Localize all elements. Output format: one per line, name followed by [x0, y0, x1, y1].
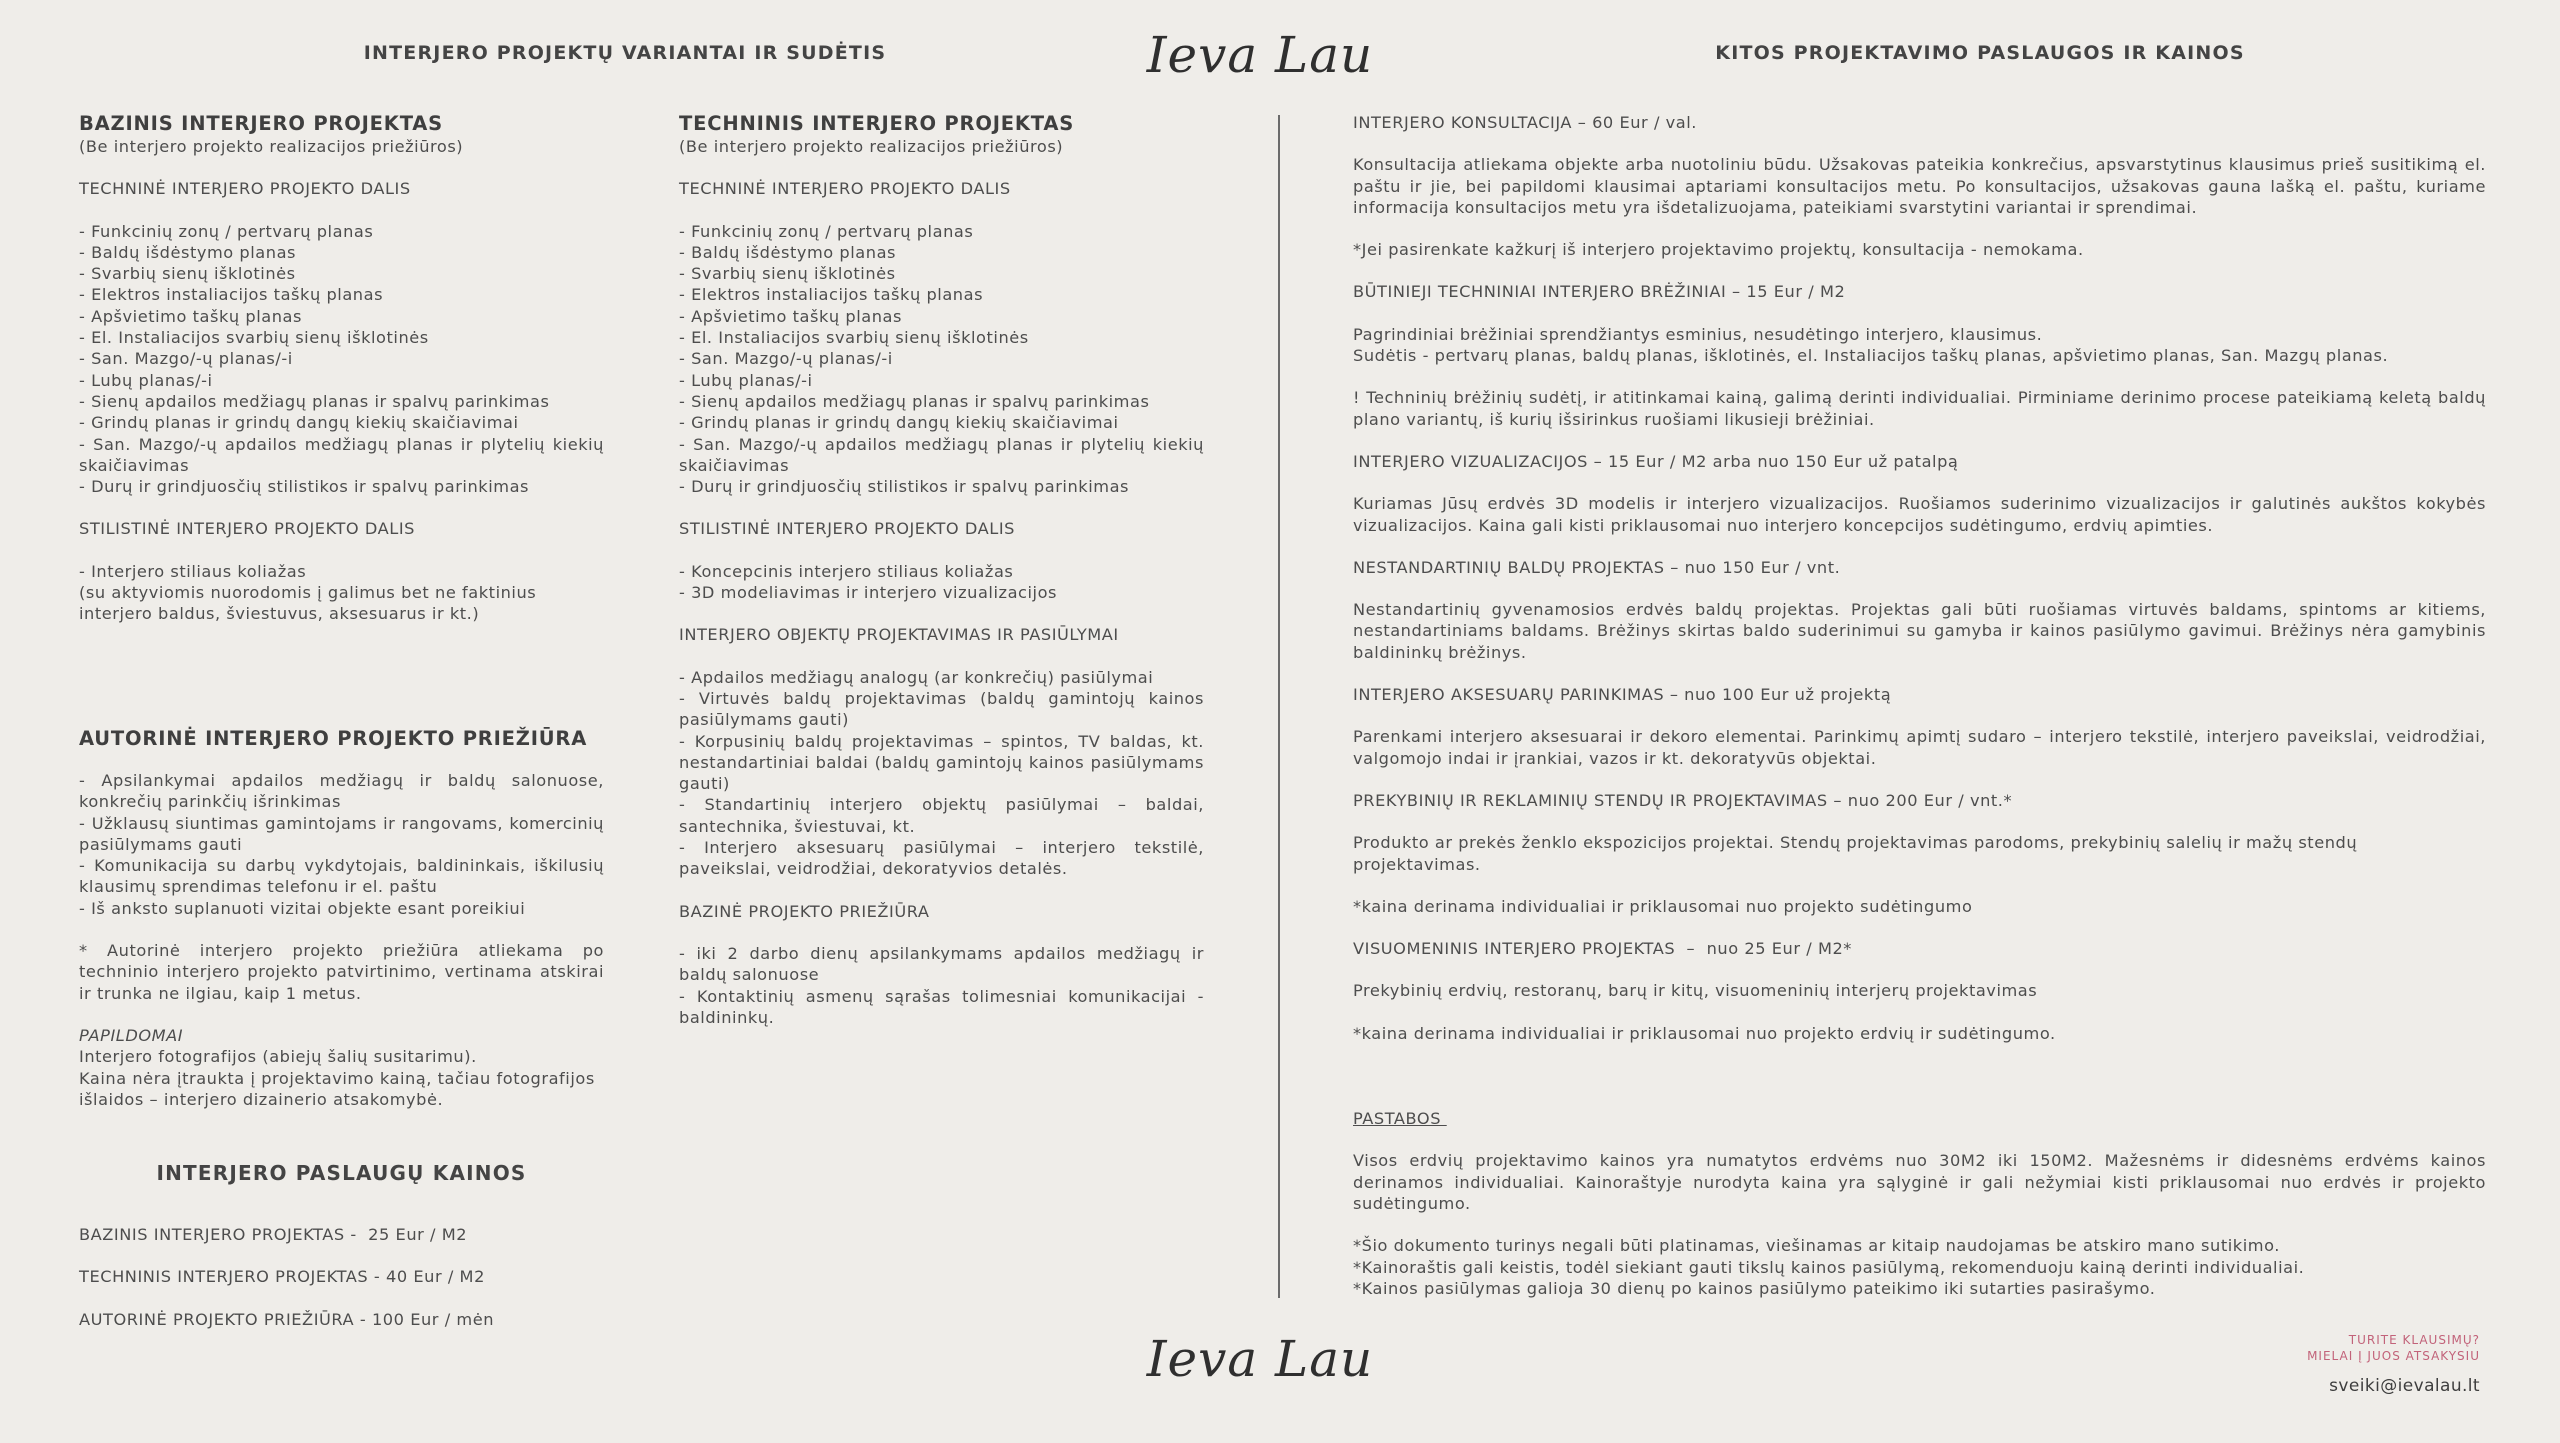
vertical-divider — [1278, 115, 1280, 1298]
prices-title: INTERJERO PASLAUGŲ KAINOS — [156, 1161, 527, 1185]
basic-project-subtitle: (Be interjero projekto realizacijos priežiūros) — [79, 137, 464, 156]
drawings-title: BŪTINIEJI TECHNINIAI INTERJERO BRĖŽINIAI – 15 Eur / M2 — [1353, 282, 1846, 302]
base-supervision-title: BAZINĖ PROJEKTO PRIEŽIŪRA — [679, 901, 930, 921]
notes-text: Visos erdvių projektavimo kainos yra numatytos erdvėms nuo 30M2 iki 150M2. Mažesnėms ir didesnėms erdvėms kainos derinamos individualiai. Kainoraštyje nurodyta kaina yra sąlyginė ir gali nežymiai kisti priklausomai nuo erdvės ir projekto sudėtingumo. — [1353, 1151, 2486, 1213]
drawings-line: Pagrindiniai brėžiniai sprendžiantys esminius, nesudėtingo interjero, klausimus. — [1353, 324, 2043, 344]
list-item: - Iš anksto suplanuoti vizitai objekte esant poreikiui — [79, 898, 526, 918]
technical-style-title: STILISTINĖ INTERJERO PROJEKTO DALIS — [679, 519, 1015, 539]
notes-line: *Šio dokumento turinys negali būti platinamas, viešinamas ar kitaip naudojamas be atskiro mano sutikimo. — [1353, 1236, 2280, 1256]
technical-style-list — [679, 561, 1204, 604]
list-item: - El. Instaliacijos svarbių sienų išklotinės — [679, 328, 1029, 348]
list-item: - Koncepcinis interjero stiliaus koliažas — [679, 561, 1014, 581]
list-item: - Apsilankymai apdailos medžiagų ir baldų salonuose, konkrečių parinkčių išrinkimas — [79, 771, 604, 812]
list-item: - Sienų apdailos medžiagų planas ir spalvų parinkimas — [79, 391, 550, 411]
list-item: - Durų ir grindjuosčių stilistikos ir spalvų parinkimas — [79, 477, 530, 497]
list-item: - Funkcinių zonų / pertvarų planas — [679, 221, 974, 241]
price-item: AUTORINĖ PROJEKTO PRIEŽIŪRA - 100 Eur / mėn — [79, 1309, 495, 1329]
objects-title: INTERJERO OBJEKTŲ PROJEKTAVIMAS IR PASIŪLYMAI — [679, 625, 1119, 645]
list-item: - El. Instaliacijos svarbių sienų išklotinės — [79, 328, 429, 348]
list-item: - Komunikacija su darbų vykdytojais, baldininkais, iškilusių klausimų sprendimas telefonu ir el. paštu — [79, 856, 604, 897]
basic-tech-title: TECHNINĖ INTERJERO PROJEKTO DALIS — [79, 179, 411, 199]
basic-project-section — [79, 112, 604, 625]
list-item: - Svarbių sienų išklotinės — [679, 264, 896, 284]
notes-line: *Kainos pasiūlymas galioja 30 dienų po kainos pasiūlymo pateikimo iki sutarties pasirašymo. — [1353, 1278, 2156, 1298]
list-item: - Virtuvės baldų projektavimas (baldų gamintojų kainos pasiūlymams gauti) — [679, 688, 1204, 730]
other-services-section — [1353, 112, 2486, 1299]
list-item: - Apšvietimo taškų planas — [679, 306, 903, 326]
list-item: - 3D modeliavimas ir interjero vizualizacijos — [679, 583, 1058, 603]
list-item: - Svarbių sienų išklotinės — [79, 264, 296, 284]
list-item: - iki 2 darbo dienų apsilankymams apdailos medžiagų ir baldų salonuose — [679, 943, 1204, 985]
right-section-title: KITOS PROJEKTAVIMO PASLAUGOS IR KAINOS — [1715, 42, 2245, 64]
author-supervision-title: AUTORINĖ INTERJERO PROJEKTO PRIEŽIŪRA — [79, 727, 588, 750]
list-item: - San. Mazgo/-ų apdailos medžiagų planas ir plytelių kiekių skaičiavimas — [79, 434, 604, 475]
list-item: - Funkcinių zonų / pertvarų planas — [79, 221, 374, 241]
visualization-text: Kuriamas Jūsų erdvės 3D modelis ir interjero vizualizacijos. Ruošiamos suderinimo vizualizacijos ir galutinės aukštos kokybės vizualizacijos. Kaina gali kisti priklausomai nuo interjero koncepcijos sudėtingumo, erdvių apimties. — [1353, 494, 2486, 535]
consult-text: Konsultacija atliekama objekte arba nuotoliniu būdu. Užsakovas pateikia konkrečius, apsvarstytinus klausimus prieš susitikimą el. paštu ir jie, bei papildomi klausimai aptariami konsultacijos metu. Po konsultacijos, užsakovas gauna lašką el. paštu, kuriame informacija konsultacijos metu yra išdetalizuojama, pateikiami svarstytini variantai ir sprendimai. — [1353, 155, 2486, 217]
technical-project-subtitle: (Be interjero projekto realizacijos priežiūros) — [679, 137, 1064, 156]
furniture-title: NESTANDARTINIŲ BALDŲ PROJEKTAS – nuo 150 Eur / vnt. — [1353, 557, 1841, 577]
contact-question: TURITE KLAUSIMŲ? — [2348, 1333, 2480, 1347]
furniture-text: Nestandartinių gyvenamosios erdvės baldų projektas. Projektas gali būti ruošiamas virtuvės baldams, spintoms ar kitiems, nestandartiniams baldams. Brėžinys skirtas baldo suderinimui su gamyba ir kainos pasiūlymo gavimui. Brėžinys nėra gamybinis baldininkų brėžinys. — [1353, 600, 2486, 662]
list-item: - Grindų planas ir grindų dangų kiekių skaičiavimai — [679, 413, 1119, 433]
list-item: - San. Mazgo/-ų apdailos medžiagų planas ir plytelių kiekių skaičiavimas — [679, 434, 1204, 475]
list-item: - Apšvietimo taškų planas — [79, 306, 303, 326]
list-item: - Grindų planas ir grindų dangų kiekių skaičiavimai — [79, 413, 519, 433]
list-item: - Interjero aksesuarų pasiūlymai – interjero tekstilė, paveikslai, veidrodžiai, dekoratyvios detalės. — [679, 838, 1204, 879]
public-text: Prekybinių erdvių, restoranų, barų ir kitų, visuomeninių interjerų projektavimas — [1353, 981, 2038, 1001]
contact-block — [2180, 1332, 2480, 1396]
notes-title: PASTABOS — [1353, 1109, 1447, 1129]
author-supervision-list — [79, 770, 604, 919]
prices-list — [79, 1224, 604, 1330]
technical-project-title: TECHNINIS INTERJERO PROJEKTAS — [679, 112, 1075, 135]
author-supervision-section — [79, 727, 604, 1110]
drawings-note: ! Techninių brėžinių sudėtį, ir atitinkamai kainą, galimą derinti individualiai. Pirminiame derinimo procese pateikiamą keletą baldų plano variantų, iš kurių išsirinkus ruošiami likusieji brėžiniai. — [1353, 388, 2486, 429]
list-item: - Lubų planas/-i — [679, 370, 813, 390]
technical-project-section — [679, 112, 1204, 1028]
list-item: - Apdailos medžiagų analogų (ar konkrečių) pasiūlymai — [679, 667, 1154, 687]
public-note: *kaina derinama individualiai ir priklausomai nuo projekto erdvių ir sudėtingumo. — [1353, 1023, 2056, 1043]
list-item: - Standartinių interjero objektų pasiūlymai – baldai, santechnika, šviestuvai, kt. — [679, 795, 1204, 836]
author-supervision-note: * Autorinė interjero projekto priežiūra atliekama po techninio interjero projekto patvirtinimo, vertinama atskirai ir trunka ne ilgiau, kaip 1 metus. — [79, 941, 604, 1003]
email-link[interactable]: sveiki@ievalau.lt — [2329, 1376, 2480, 1396]
price-item: TECHNINIS INTERJERO PROJEKTAS - 40 Eur / M2 — [79, 1267, 485, 1287]
accessories-text: Parenkami interjero aksesuarai ir dekoro elementai. Parinkimų apimtį sudaro – interjero tekstilė, interjero paveikslai, veidrodžiai, valgomojo indai ir įrankiai, vazos ir kt. dekoratyvūs objektai. — [1353, 727, 2486, 768]
list-item: - Užklausų siuntimas gamintojams ir rangovams, komercinių pasiūlymams gauti — [79, 813, 604, 854]
basic-tech-list — [79, 221, 604, 498]
basic-style-list — [79, 561, 604, 625]
list-item: - Lubų planas/-i — [79, 370, 213, 390]
consult-note: *Jei pasirenkate kažkurį iš interjero projektavimo projektų, konsultacija - nemokama. — [1353, 240, 2084, 260]
technical-tech-title: TECHNINĖ INTERJERO PROJEKTO DALIS — [679, 179, 1011, 199]
list-item: - San. Mazgo/-ų planas/-i — [679, 349, 893, 369]
list-item: (su aktyviomis nuorodomis į galimus bet ne faktinius interjero baldus, šviestuvus, aksesuarus ir kt.) — [79, 583, 537, 624]
contact-answer: MIELAI Į JUOS ATSAKYSIU — [2307, 1349, 2480, 1363]
drawings-line: Sudėtis - pertvarų planas, baldų planas, išklotinės, el. Instaliacijos taškų planas, apšvietimo planas, San. Mazgų planas. — [1353, 346, 2389, 366]
list-item: - Elektros instaliacijos taškų planas — [679, 285, 984, 305]
extra-line: Interjero fotografijos (abiejų šalių susitarimu). — [79, 1047, 477, 1067]
extra-title: PAPILDOMAI — [79, 1025, 184, 1045]
logo-top: Ieva Lau — [1146, 26, 1374, 84]
visualization-title: INTERJERO VIZUALIZACIJOS – 15 Eur / M2 arba nuo 150 Eur už patalpą — [1353, 451, 1959, 471]
notes-line: *Kainoraštis gali keistis, todėl siekiant gauti tikslų kainos pasiūlymą, rekomenduoju kainą derinti individualiai. — [1353, 1257, 2305, 1277]
list-item: - Baldų išdėstymo planas — [79, 242, 297, 262]
stands-text: Produkto ar prekės ženklo ekspozicijos projektai. Stendų projektavimas parodoms, prekybinių salelių ir mažų stendų projektavimas. — [1353, 833, 2358, 874]
basic-style-title: STILISTINĖ INTERJERO PROJEKTO DALIS — [79, 519, 415, 539]
list-item: - San. Mazgo/-ų planas/-i — [79, 349, 293, 369]
consult-title: INTERJERO KONSULTACIJA – 60 Eur / val. — [1353, 113, 1697, 132]
objects-list — [679, 667, 1204, 880]
list-item: - Durų ir grindjuosčių stilistikos ir spalvų parinkimas — [679, 477, 1130, 497]
left-section-title: INTERJERO PROJEKTŲ VARIANTAI IR SUDĖTIS — [363, 42, 887, 64]
list-item: - Sienų apdailos medžiagų planas ir spalvų parinkimas — [679, 391, 1150, 411]
list-item: - Elektros instaliacijos taškų planas — [79, 285, 384, 305]
stands-note: *kaina derinama individualiai ir priklausomai nuo projekto sudėtingumo — [1353, 896, 1973, 916]
public-title: VISUOMENINIS INTERJERO PROJEKTAS – nuo 25 Eur / M2* — [1353, 939, 1852, 959]
logo-bottom: Ieva Lau — [1146, 1330, 1374, 1388]
technical-tech-list — [679, 221, 1204, 498]
list-item: - Kontaktinių asmenų sąrašas tolimesniai komunikacijai - baldininkų. — [679, 986, 1204, 1027]
stands-title: PREKYBINIŲ IR REKLAMINIŲ STENDŲ IR PROJEKTAVIMAS – nuo 200 Eur / vnt.* — [1353, 790, 2013, 810]
list-item: - Interjero stiliaus koliažas — [79, 561, 307, 581]
basic-project-title: BAZINIS INTERJERO PROJEKTAS — [79, 112, 444, 135]
list-item: - Baldų išdėstymo planas — [679, 242, 897, 262]
base-supervision-list — [679, 943, 1204, 1028]
accessories-title: INTERJERO AKSESUARŲ PARINKIMAS – nuo 100 Eur už projektą — [1353, 685, 1892, 705]
list-item: - Korpusinių baldų projektavimas – spintos, TV baldas, kt. nestandartiniai baldai (baldų gamintojų kainos pasiūlymams gauti) — [679, 731, 1204, 794]
price-item: BAZINIS INTERJERO PROJEKTAS - 25 Eur / M2 — [79, 1225, 468, 1244]
extra-line: Kaina nėra įtraukta į projektavimo kainą, tačiau fotografijos išlaidos – interjero dizainerio atsakomybė. — [79, 1068, 595, 1109]
